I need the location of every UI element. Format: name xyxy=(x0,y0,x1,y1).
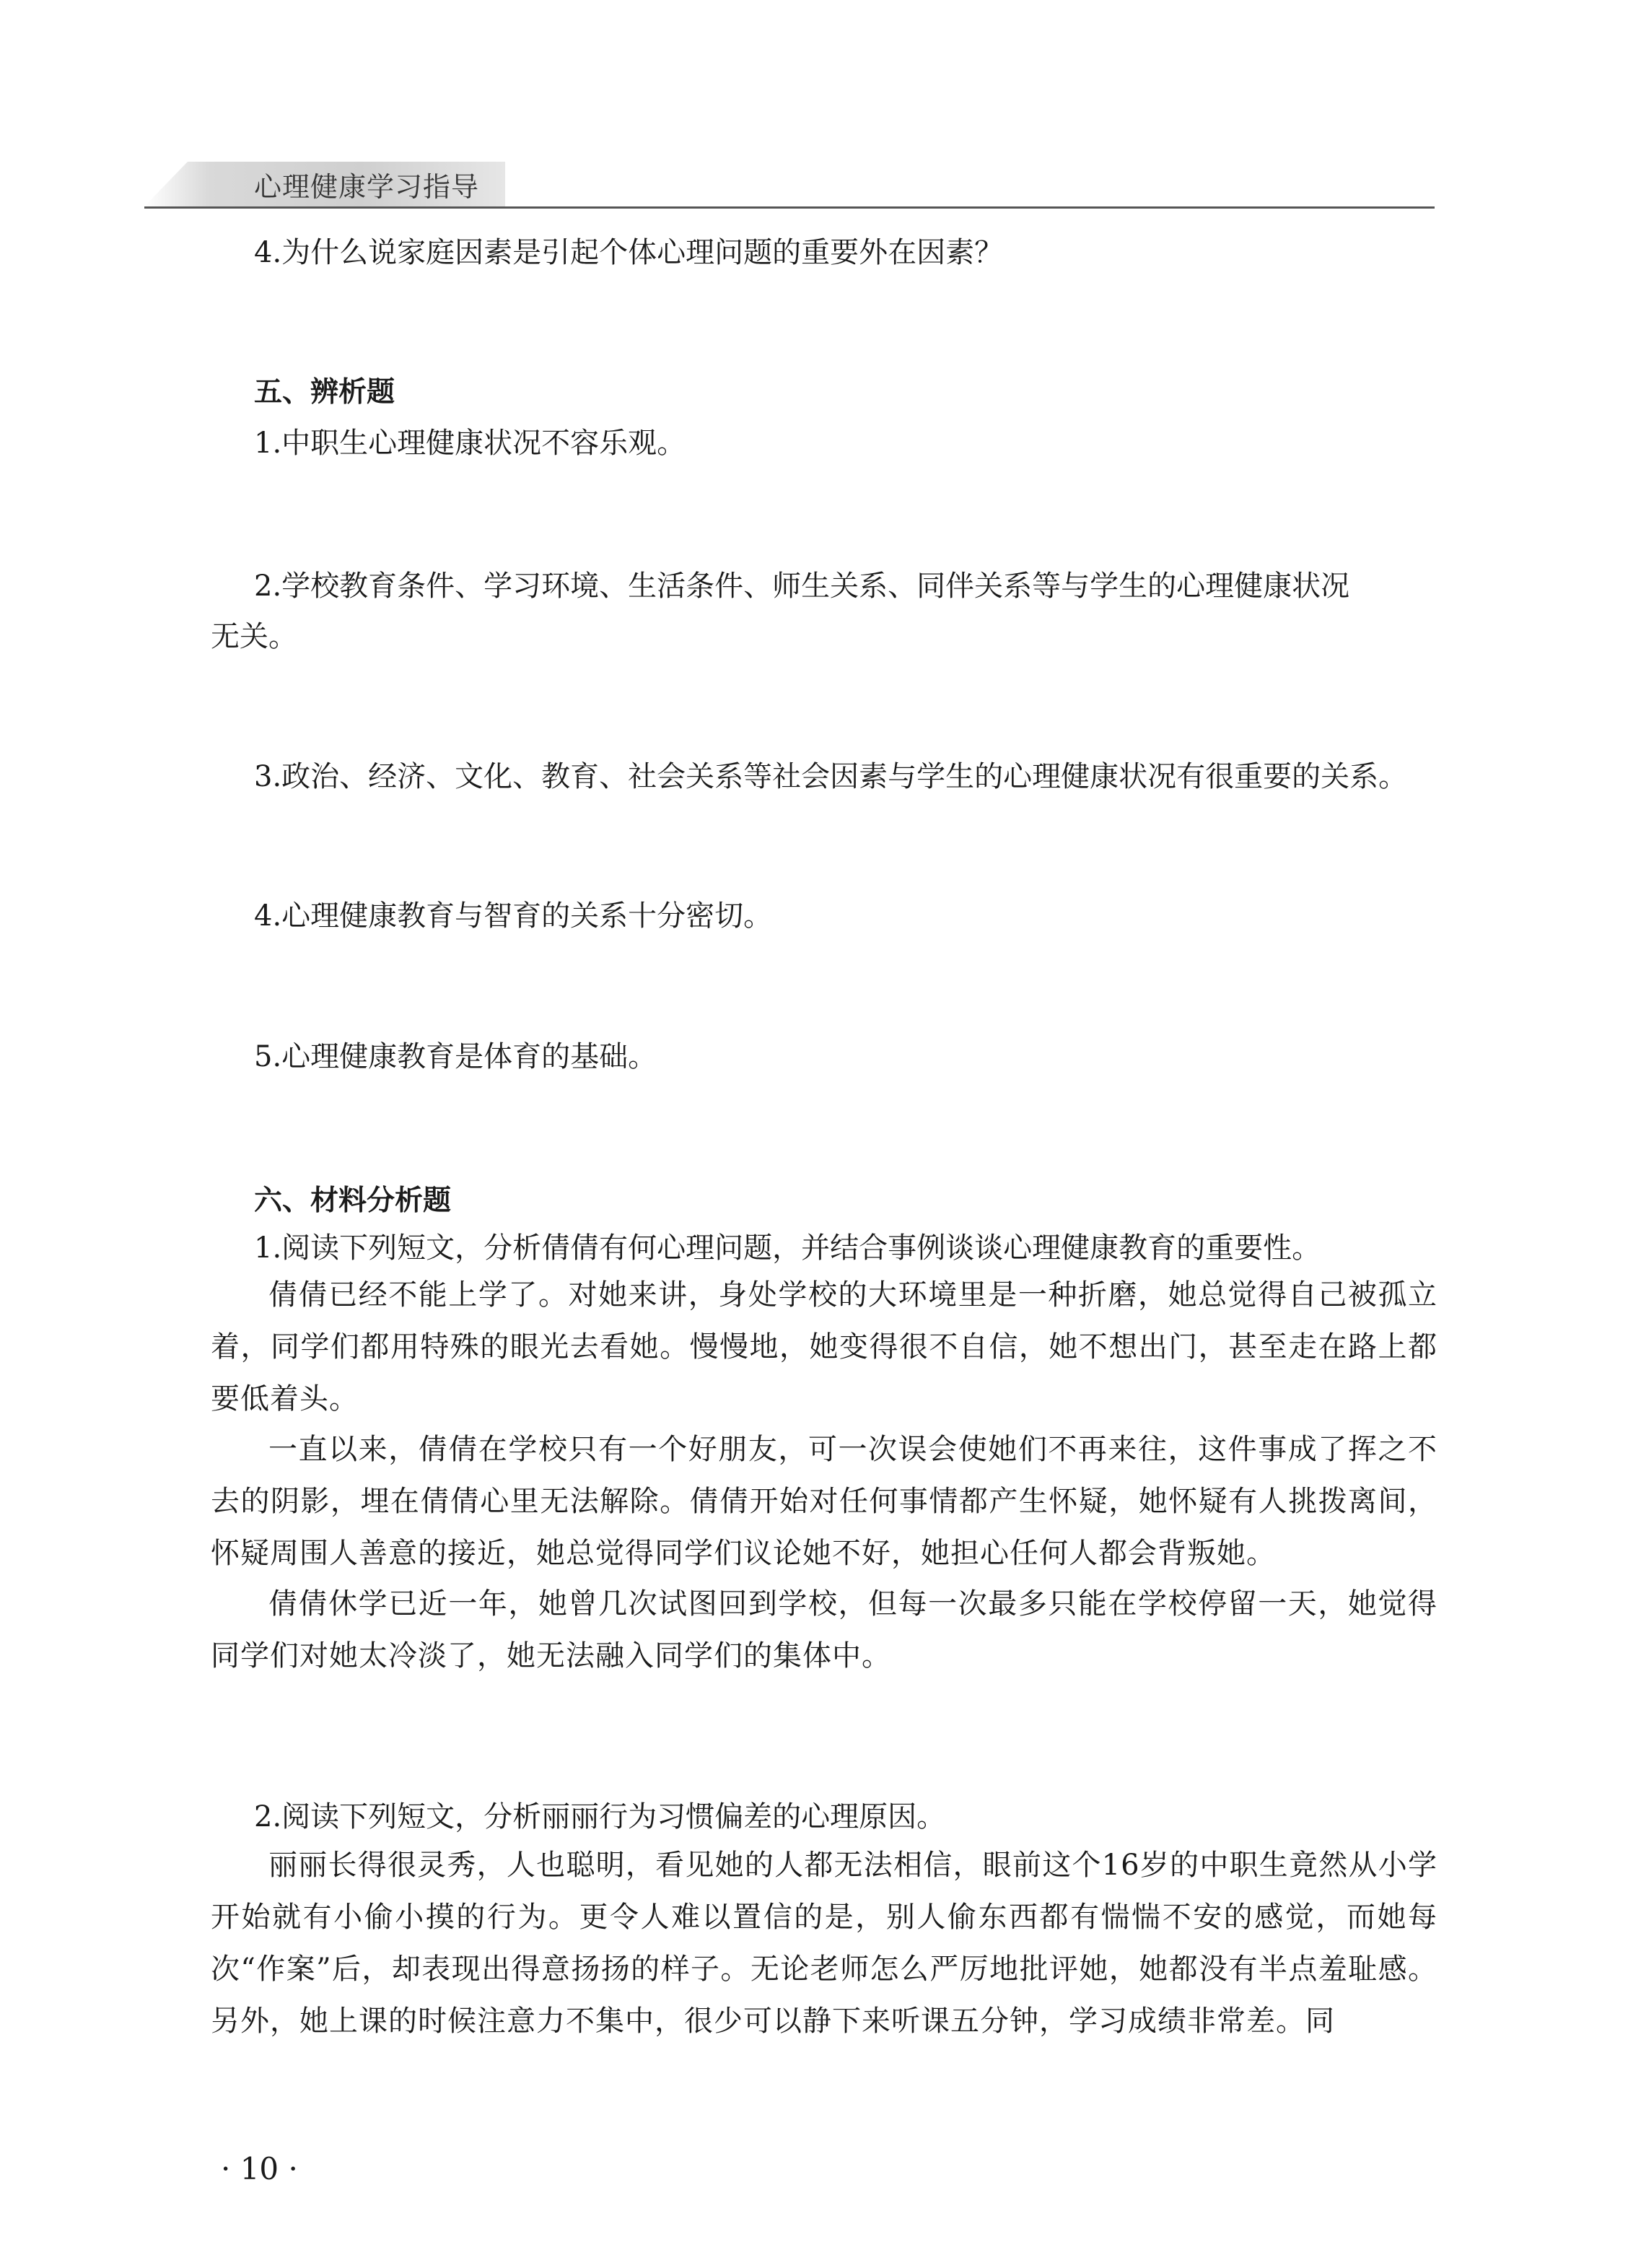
discrimination-item-3: 3.政治、经济、文化、教育、社会关系等社会因素与学生的心理健康状况有很重要的关系。 xyxy=(254,760,1408,793)
section-heading-discrimination: 五、辨析题 xyxy=(254,376,395,409)
discrimination-item-4: 4.心理健康教育与智育的关系十分密切。 xyxy=(254,899,773,933)
discrimination-item-2: 2.学校教育条件、学习环境、生活条件、师生关系、同伴关系等与学生的心理健康状况 xyxy=(254,570,1350,603)
header-rule xyxy=(144,206,1435,209)
running-header-title: 心理健康学习指导 xyxy=(254,171,480,203)
section-heading-material-analysis: 六、材料分析题 xyxy=(254,1185,452,1217)
discrimination-item-5: 5.心理健康教育是体育的基础。 xyxy=(254,1040,657,1073)
passage-qianqian-paragraph-2: 一直以来，倩倩在学校只有一个好朋友，可一次误会使她们不再来往，这件事成了挥之不去的阴影，埋在倩倩心里无法解除。倩倩开始对任何事情都产生怀疑，她怀疑有人挑拨离间，怀疑周围人善意的接近，她总觉得同学们议论她不好，她担心任何人都会背叛她。 xyxy=(211,1433,1437,1570)
passage-lili-paragraph-1: 丽丽长得很灵秀，人也聪明，看见她的人都无法相信，眼前这个16岁的中职生竟然从小学开始就有小偷小摸的行为。更令人难以置信的是，别人偷东西都有惴惴不安的感觉，而她每次“作案”后，却表现出得意扬扬的样子。无论老师怎么严厉地批评她，她都没有半点羞耻感。另外，她上课的时候注意力不集中，很少可以静下来听课五分钟，学习成绩非常差。同 xyxy=(211,1849,1437,2038)
material-question-2: 2.阅读下列短文，分析丽丽行为习惯偏差的心理原因。 xyxy=(254,1800,946,1833)
passage-qianqian-paragraph-3: 倩倩休学已近一年，她曾几次试图回到学校，但每一次最多只能在学校停留一天，她觉得同学们对她太冷淡了，她无法融入同学们的集体中。 xyxy=(211,1587,1437,1672)
material-question-1: 1.阅读下列短文，分析倩倩有何心理问题，并结合事例谈谈心理健康教育的重要性。 xyxy=(254,1231,1321,1265)
question-family-factors: 4.为什么说家庭因素是引起个体心理问题的重要外在因素？ xyxy=(254,236,1004,269)
passage-qianqian-paragraph-1: 倩倩已经不能上学了。对她来讲，身处学校的大环境里是一种折磨，她总觉得自己被孤立着，同学们都用特殊的眼光去看她。慢慢地，她变得很不自信，她不想出门，甚至走在路上都要低着头。 xyxy=(211,1278,1437,1416)
page-number: · 10 · xyxy=(221,2151,298,2186)
discrimination-item-1: 1.中职生心理健康状况不容乐观。 xyxy=(254,427,686,460)
discrimination-item-2-continued: 无关。 xyxy=(211,620,297,653)
